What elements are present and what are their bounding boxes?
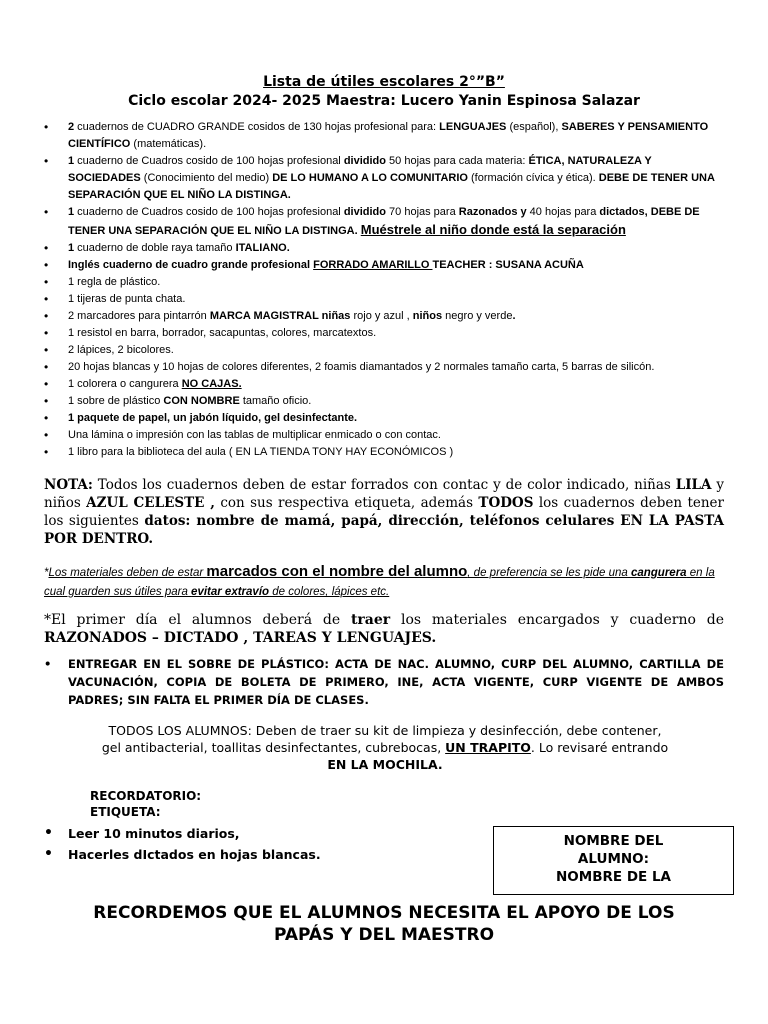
materials-note: *Los materiales deben de estar marcados con el nombre del alumno, de preferencia se les pide una cangurera en la cual guarden sus útiles para evitar extravío de colores, lápices etc.: [44, 563, 715, 598]
list-item: • 1 regla de plástico.: [44, 275, 161, 289]
bullet-icon: •: [44, 394, 49, 408]
closing-message: RECORDEMOS QUE EL ALUMNOS NECESITA EL APOYO DE LOS PAPÁS Y DEL MAESTRO: [93, 903, 675, 945]
list-item: • Inglés cuaderno de cuadro grande profesional FORRADO AMARILLO TEACHER : SUSANA ACUÑA: [44, 258, 584, 272]
bullet-icon: •: [44, 846, 53, 862]
list-item: • 1 tijeras de punta chata.: [44, 292, 186, 306]
list-item: • 1 colorera o cangurera NO CAJAS.: [44, 377, 242, 391]
bullet-icon: •: [44, 309, 49, 323]
list-item: • 1 libro para la biblioteca del aula ( EN LA TIENDA TONY HAY ECONÓMICOS ): [44, 445, 454, 459]
nota-paragraph: NOTA: Todos los cuadernos deben de estar forrados con contac y de color indicado, niñas LILA y niños AZUL CELESTE , con sus respectiva etiqueta, además TODOS los cuadernos deben tener los siguientes datos: nombre de mamá, papá, dirección, teléfonos celulares EN LA PASTA POR DENTRO.: [44, 477, 725, 547]
list-item: • 2 cuadernos de CUADRO GRANDE cosidos de 130 hojas profesional para: LENGUAJES (español), SABERES Y PENSAMIENTO CIENTÍFICO (matemáticas).: [44, 120, 709, 150]
document-title: Lista de útiles escolares 2°”B”: [263, 74, 505, 90]
recordatorio-label: RECORDATORIO:: [90, 789, 202, 803]
bullet-icon: •: [44, 258, 49, 272]
list-item: • Leer 10 minutos diarios,: [44, 823, 321, 844]
bullet-icon: •: [44, 360, 49, 374]
list-item: • 2 marcadores para pintarrón MARCA MAGISTRAL niñas rojo y azul , niños negro y verde.: [44, 309, 516, 323]
bullet-icon: •: [44, 343, 49, 357]
bullet-icon: •: [44, 205, 49, 219]
list-item: • Hacerles dIctados en hojas blancas.: [44, 844, 321, 865]
bullet-icon: •: [44, 120, 49, 134]
bullet-icon: •: [44, 292, 49, 306]
bullet-icon: •: [44, 326, 49, 340]
reminder-list: [44, 823, 321, 865]
list-item: • 1 sobre de plástico CON NOMBRE tamaño oficio.: [44, 394, 312, 408]
bullet-icon: •: [44, 657, 52, 671]
bullet-icon: •: [44, 275, 49, 289]
list-item: • 1 cuaderno de doble raya tamaño ITALIANO.: [44, 241, 290, 255]
bullet-icon: •: [44, 154, 49, 168]
document-subtitle: Ciclo escolar 2024- 2025 Maestra: Lucero Yanin Espinosa Salazar: [128, 93, 640, 109]
list-item: • Una lámina o impresión con las tablas de multiplicar enmicado o con contac.: [44, 428, 441, 442]
etiqueta-label: ETIQUETA:: [90, 805, 161, 819]
bullet-icon: •: [44, 428, 49, 442]
list-item: • 1 cuaderno de Cuadros cosido de 100 hojas profesional dividido 50 hojas para cada materia: ÉTICA, NATURALEZA Y SOCIEDADES (Conocimiento del medio) DE LO HUMANO A LO COMUNITARIO (formación cívica y ética). DEBE DE TENER UNA SEPARACIÓN QUE EL NIÑO LA DISTINGA.: [44, 154, 715, 201]
deliver-documents-item: • ENTREGAR EN EL SOBRE DE PLÁSTICO: ACTA DE NAC. ALUMNO, CURP DEL ALUMNO, CARTILLA DE VACUNACIÓN, COPIA DE BOLETA DE PRIMERO, INE, ACTA VIGENTE, CURP VIGENTE DE AMBOS PADRES; SIN FALTA EL PRIMER DÍA DE CLASES.: [44, 657, 724, 707]
list-item: • 1 resistol en barra, borrador, sacapuntas, colores, marcatextos.: [44, 326, 377, 340]
name-label-box: NOMBRE DEL ALUMNO: NOMBRE DE LA: [493, 826, 734, 895]
reminder-heading: [90, 788, 201, 820]
hygiene-kit-note: TODOS LOS ALUMNOS: Deben de traer su kit de limpieza y desinfección, debe contener, gel antibacterial, toallitas desinfectantes, cubrebocas, UN TRAPITO. Lo revisaré entrando EN LA MOCHILA.: [101, 723, 669, 772]
bullet-icon: •: [44, 445, 49, 459]
list-item: • 2 lápices, 2 bicolores.: [44, 343, 174, 357]
list-item: • 1 cuaderno de Cuadros cosido de 100 hojas profesional dividido 70 hojas para Razonados y 40 hojas para dictados, DEBE DE TENER UNA SEPARACIÓN QUE EL NIÑO LA DISTINGA. Muéstrele al niño donde está la separación: [44, 205, 700, 237]
list-item: • 20 hojas blancas y 10 hojas de colores diferentes, 2 foamis diamantados y 2 normales tamaño carta, 5 barras de silicón.: [44, 360, 655, 374]
bullet-icon: •: [44, 411, 49, 425]
first-day-paragraph: *El primer día el alumnos deberá de traer los materiales encargados y cuaderno de RAZONADOS – DICTADO , TAREAS Y LENGUAJES.: [44, 612, 724, 646]
supply-list: [0, 119, 718, 461]
bullet-icon: •: [44, 241, 49, 255]
bullet-icon: •: [44, 825, 53, 841]
list-item: • 1 paquete de papel, un jabón líquido, gel desinfectante.: [44, 411, 358, 425]
bullet-icon: •: [44, 377, 49, 391]
